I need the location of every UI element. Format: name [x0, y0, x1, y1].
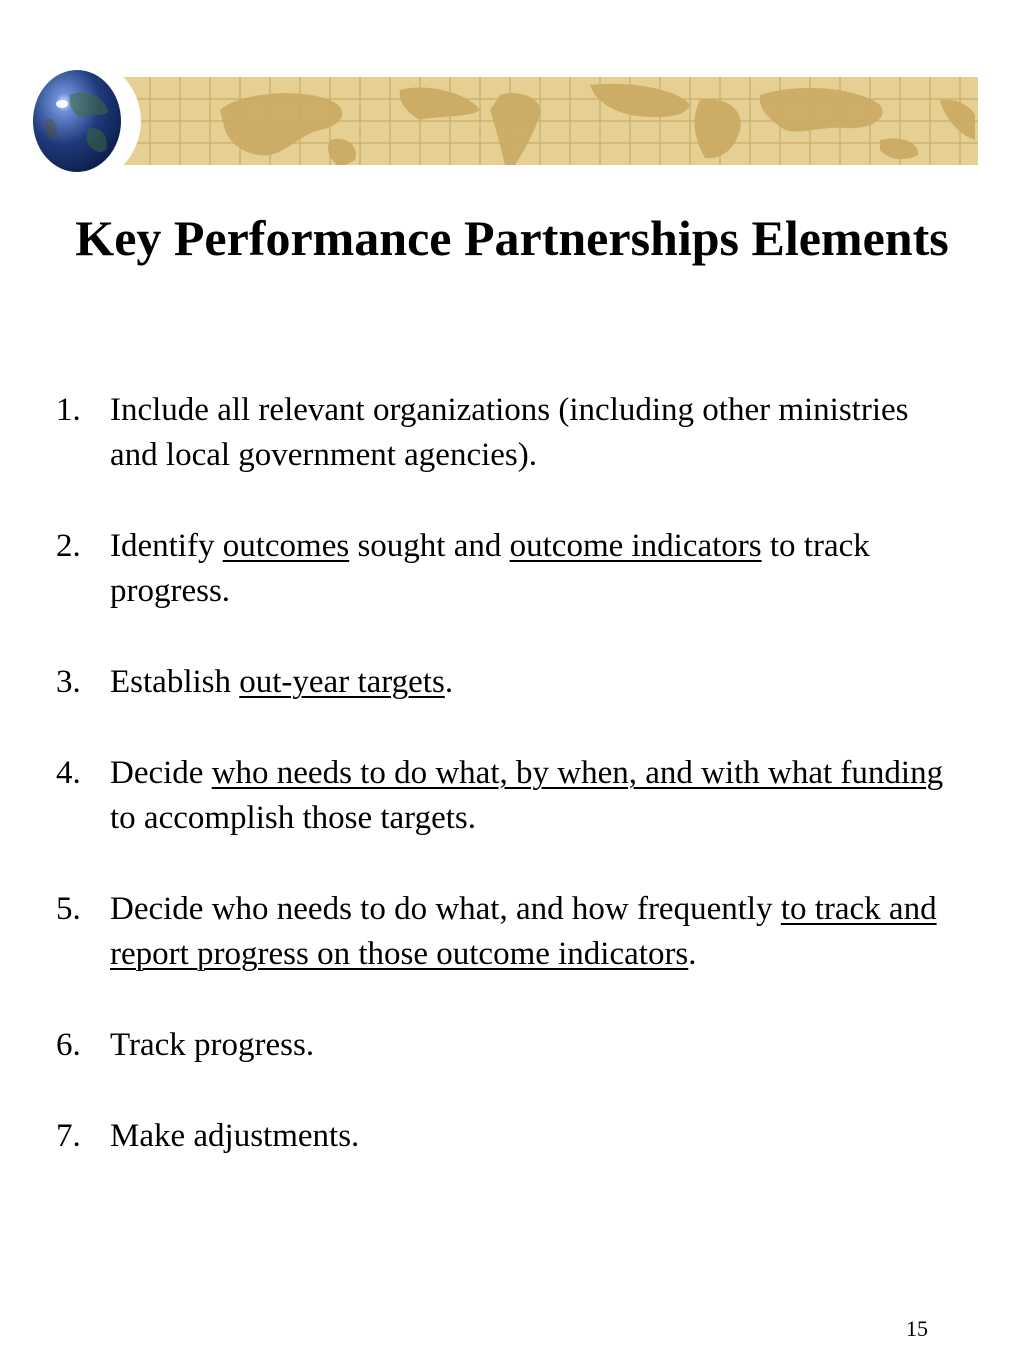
step-item — [56, 1023, 956, 1068]
step-item — [56, 388, 956, 478]
step-text-segment: Decide who needs to do what, and how frequently — [110, 891, 781, 927]
step-text-segment: Include all relevant organizations (including other ministries and local government agencies). — [110, 392, 909, 473]
step-number: 7. — [56, 1118, 81, 1154]
world-map-icon — [0, 0, 1024, 200]
step-text — [110, 392, 909, 473]
step-text — [110, 1118, 359, 1154]
slide-title: Key Performance Partnerships Elements — [75, 210, 949, 266]
step-text-segment: Decide — [110, 755, 212, 791]
steps-list — [56, 388, 956, 1205]
page-number: 15 — [906, 1316, 928, 1341]
step-text — [110, 891, 937, 972]
step-number: 3. — [56, 664, 81, 700]
step-number: 2. — [56, 528, 81, 564]
step-item — [56, 887, 956, 977]
step-text-segment: Identify — [110, 528, 223, 564]
header-banner — [0, 0, 1024, 200]
step-text-segment: . — [444, 664, 454, 700]
step-item — [56, 751, 956, 841]
step-text — [110, 664, 453, 700]
step-text-segment: Establish — [110, 664, 240, 700]
step-text-segment: . — [688, 936, 697, 972]
step-emphasis: outcome indicators — [509, 528, 762, 564]
step-text-segment: Track progress. — [110, 1027, 315, 1063]
step-text-segment: to track progress. — [110, 528, 870, 609]
step-item — [56, 524, 956, 614]
step-emphasis: to track and report progress on those outcome indicators — [110, 891, 937, 972]
globe-icon — [33, 70, 121, 172]
step-text — [110, 755, 943, 836]
step-text — [110, 1027, 314, 1063]
step-number: 1. — [56, 392, 81, 428]
step-text-segment: sought and — [349, 528, 510, 564]
step-item — [56, 1114, 956, 1159]
step-emphasis: out-year targets — [239, 664, 445, 700]
step-text-segment: Make adjustments. — [110, 1118, 360, 1154]
step-emphasis: outcomes — [222, 528, 350, 564]
step-text — [110, 528, 870, 609]
step-number: 5. — [56, 891, 81, 927]
step-number: 4. — [56, 755, 81, 791]
step-item — [56, 660, 956, 705]
step-text-segment: to accomplish those targets. — [110, 800, 476, 836]
step-emphasis: who needs to do what, by when, and with what funding — [211, 755, 944, 791]
step-number: 6. — [56, 1027, 81, 1063]
